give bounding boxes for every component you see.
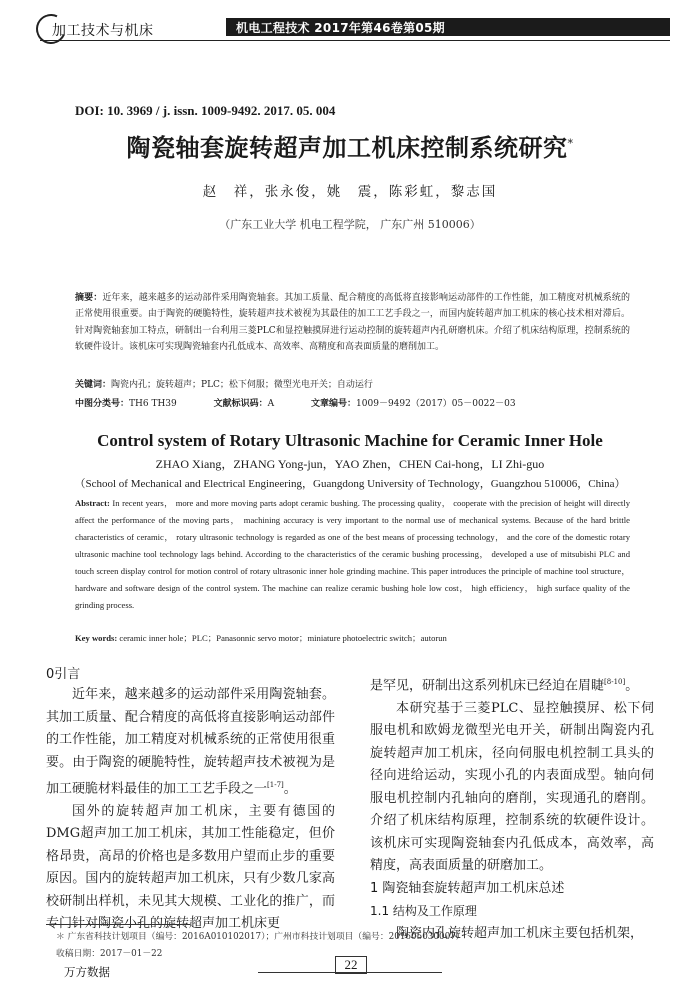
paragraph-end: 。	[283, 781, 297, 797]
keywords-en-label: Key words:	[75, 633, 118, 643]
clc-value: TH6 TH39	[129, 399, 177, 409]
abstract-cn-text: 近年来，越来越多的运动部件采用陶瓷轴套。其加工质量、配合精度的高低将直接影响运动部件的工作性能，加工精度对机械系统的正常使用很重要。由于陶瓷的硬脆特性，旋转超声技术被视为其最佳的加工工艺手段之一，而国内旋转超声加工机床的核心技术相对滞后。针对陶瓷轴套加工特点，研制出一台利用三菱PLC和显控触摸屏进行运动控制的旋转超声内孔研磨机床。介绍了机床结构原理，控制系统的软硬件设计。该机床可实现陶瓷轴套内孔低成本、高效率、高精度和高表面质量的磨削加工。	[75, 293, 630, 352]
abstract-cn	[75, 290, 630, 355]
title-footnote-mark: *	[567, 137, 574, 150]
keywords-cn	[75, 377, 373, 390]
footnote-rule	[46, 924, 190, 925]
paragraph-text: 是罕见，研制出这系列机床已经迫在眉睫	[370, 678, 605, 694]
footnote-funding: ＊ 广东省科技计划项目（编号：2016A010102017）；广州市科技计划项目（编号：201605030007）	[56, 932, 465, 942]
authors-en: ZHAO Xiang，ZHANG Yong-jun，YAO Zhen，CHEN Cai-hong，LI Zhi-guo	[155, 457, 545, 471]
right-column	[370, 671, 654, 945]
doi: DOI: 10. 3969 / j. issn. 1009-9492. 2017. 05. 004	[75, 103, 336, 118]
keywords-cn-text: 陶瓷内孔；旋转超声；PLC；松下伺服；微型光电开关；自动运行	[111, 380, 373, 390]
paper-title-en: Control system of Rotary Ultrasonic Machine for Ceramic Inner Hole	[97, 431, 603, 450]
paragraph	[370, 671, 654, 698]
paragraph-end: 。	[625, 678, 639, 694]
paragraph: 国外的旋转超声加工机床，主要有德国的DMG超声加工加工机床，其加工性能稳定，但价格昂贵，高昂的价格也是多数用户望而止步的重要原因。国内的旋转超声加工机床，只有少数几家高校研制出样机，未见其大规模、工业化的推广，而专门针对陶瓷小孔的旋转超声加工机床更	[46, 803, 335, 932]
abstract-cn-label: 摘要：	[75, 293, 103, 303]
abstract-en-text: In recent years， more and more moving parts adopt ceramic bushing. The processing quality， cooperate with the precision of height will directly affect the performance of the moving parts， machining accuracy is very important to the normal use of mechanical systems. Because of the hard brittle characteristics of ceramic， rotary ultrasonic technology is regarded as one of the best means of processing technology， and the core of the domestic rotary ultrasonic machine tool technology lags behind. According to the characteristics of the ceramic bushing processing， developed a use of mitsubishi PLC and touch screen display control for motion control of rotary ultrasonic inner hole grinding machine. This paper introduces the principle of machine tool structure， hardware and software design of the control system. The machine can realize ceramic bushing hole low cost， high efficiency， high surface quality of the grinding process.	[75, 498, 630, 610]
abstract-en-label: Abstract:	[75, 498, 110, 508]
article-number	[311, 399, 516, 409]
document-code	[214, 399, 275, 409]
section-heading-1: 1 陶瓷轴套旋转超声加工机床总述	[370, 880, 565, 896]
paragraph: 本研究基于三菱PLC、显控触摸屏、松下伺服电机和欧姆龙微型光电开关，研制出陶瓷内孔旋转超声加工机床，径向伺服电机控制工具头的径向进给运动，实现小孔的内表面成型。轴向伺服电机控制内孔轴向的磨削，实现通孔的磨削。介绍了机床结构原理，控制系统的软硬件设计。该机床可实现陶瓷轴套内孔低成本，高效率，高精度，高表面质量的研磨加工。	[370, 700, 654, 874]
doc-label: 文献标识码：	[213, 399, 268, 409]
art-label: 文章编号：	[311, 399, 357, 409]
page-number: 22	[335, 956, 367, 974]
affiliation-en: （School of Mechanical and Electrical Engineering，Guangdong University of Technology，Guangzhou 510006，China）	[74, 478, 626, 490]
paragraph	[46, 684, 335, 801]
classification-line	[75, 396, 550, 409]
footnote-received: 收稿日期：2017－01－22	[56, 949, 163, 959]
title-cn-text: 陶瓷轴套旋转超声加工机床控制系统研究	[126, 133, 568, 162]
paragraph-text: 近年来，越来越多的运动部件采用陶瓷轴套。其加工质量、配合精度的高低将直接影响运动部件的工作性能，加工精度对机械系统的正常使用很重要。由于陶瓷的硬脆特性，旋转超声技术被视为是加工硬脆材料最佳的加工工艺手段之一	[46, 687, 335, 797]
wanfang-watermark: 万方数据	[64, 965, 110, 979]
left-column	[46, 684, 335, 936]
paragraph: 陶瓷内孔旋转超声加工机床主要包括机架，	[396, 925, 644, 941]
affiliation-cn: （广东工业大学 机电工程学院， 广东广州 510006）	[219, 218, 481, 231]
authors-cn: 赵 祥，张永俊，姚 震，陈彩虹，黎志国	[202, 184, 498, 200]
clc-number	[75, 399, 177, 409]
doc-value: A	[267, 399, 275, 409]
header-rule	[40, 40, 670, 41]
clc-label: 中图分类号：	[75, 399, 130, 409]
keywords-en-text: ceramic inner hole；PLC；Panasonnic servo motor；miniature photoelectric switch；autorun	[117, 633, 447, 643]
keywords-en	[75, 632, 447, 644]
abstract-en	[75, 495, 630, 614]
section-label: 加工技术与机床	[52, 23, 154, 39]
keywords-cn-label: 关键词：	[75, 380, 112, 390]
paper-title-cn	[0, 128, 700, 163]
section-heading-intro: 0引言	[46, 667, 81, 682]
citation: [1-7]	[267, 781, 284, 789]
journal-title: 机电工程技术 2017年第46卷第05期	[236, 21, 445, 35]
subsection-heading-1-1: 1.1 结构及工作原理	[370, 904, 477, 919]
citation: [8-10]	[604, 678, 626, 686]
art-value: 1009－9492（2017）05－0022－03	[356, 399, 516, 409]
